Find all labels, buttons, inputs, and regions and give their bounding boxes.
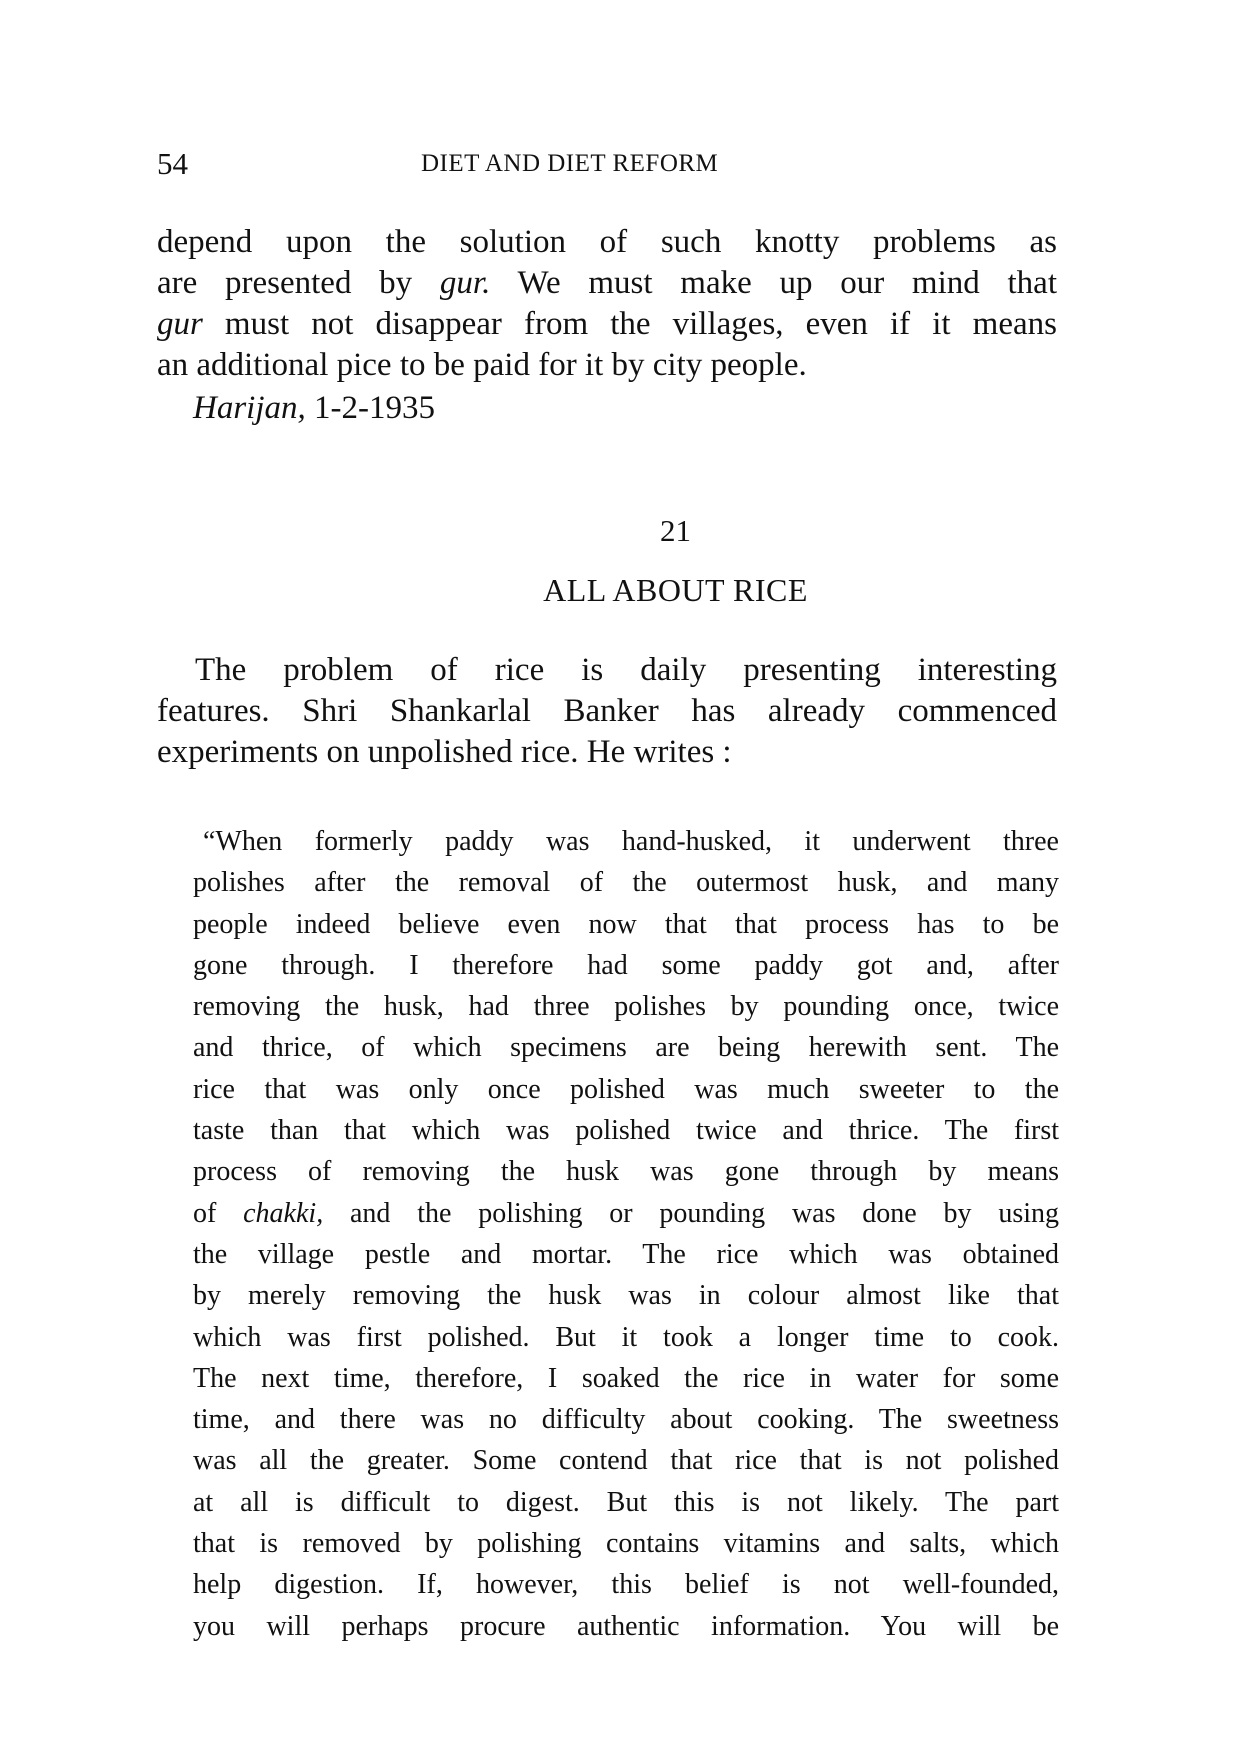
italic-term: gur. (439, 265, 491, 301)
text-line: gur must not disappear from the villages, even if it means (157, 306, 1057, 342)
quote-line: “When formerly paddy was hand-husked, it underwent three (203, 826, 1059, 857)
running-head (157, 146, 1077, 186)
text-line: depend upon the solution of such knotty problems as (157, 224, 1057, 260)
quote-line: time, and there was no difficulty about cooking. The sweetness (193, 1404, 1059, 1436)
italic-term: chakki, (243, 1197, 324, 1229)
quote-line: The next time, therefore, I soaked the rice in water for some (193, 1362, 1059, 1394)
continued-paragraph (157, 222, 1057, 386)
quote-line: process of removing the husk was gone through by means (193, 1156, 1059, 1188)
quote-line: that is removed by polishing contains vitamins and salts, which (193, 1528, 1059, 1560)
text-line: an additional pice to be paid for it by city people. (157, 347, 807, 383)
quote-line: by merely removing the husk was in colour almost like that (193, 1280, 1059, 1312)
citation-date: 1-2-1935 (314, 390, 435, 426)
quote-line: and thrice, of which specimens are being herewith sent. The (193, 1032, 1059, 1064)
page-number: 54 (157, 146, 188, 181)
intro-paragraph (157, 650, 1057, 773)
quote-line: people indeed believe even now that that process has to be (193, 908, 1059, 940)
text-line: are presented by gur. We must make up our mind that (157, 265, 1057, 301)
block-quote (193, 821, 1059, 1647)
quote-line: the village pestle and mortar. The rice which was obtained (193, 1238, 1059, 1270)
running-title: DIET AND DIET REFORM (421, 150, 719, 177)
text-line: features. Shri Shankarlal Banker has already commenced (157, 693, 1057, 729)
quote-line: help digestion. If, however, this belief is not well-founded, (193, 1569, 1059, 1601)
quote-line: rice that was only once polished was much sweeter to the (193, 1073, 1059, 1105)
quote-line: was all the greater. Some contend that rice that is not polished (193, 1445, 1059, 1477)
citation (193, 390, 435, 427)
text-line: experiments on unpolished rice. He writes : (157, 734, 732, 770)
quote-line: at all is difficult to digest. But this is not likely. The part (193, 1486, 1059, 1518)
italic-term: gur (157, 306, 203, 342)
text-line: The problem of rice is daily presenting interesting (195, 652, 1057, 688)
chapter-number: 21 (660, 513, 691, 548)
quote-line: taste than that which was polished twice and thrice. The first (193, 1115, 1059, 1147)
quote-line: which was first polished. But it took a longer time to cook. (193, 1321, 1059, 1353)
chapter-title: ALL ABOUT RICE (543, 572, 808, 608)
quote-line: gone through. I therefore had some paddy got and, after (193, 949, 1059, 981)
quote-line: removing the husk, had three polishes by pounding once, twice (193, 991, 1059, 1023)
quote-line: you will perhaps procure authentic information. You will be (193, 1610, 1059, 1642)
quote-line: polishes after the removal of the outermost husk, and many (193, 867, 1059, 899)
quote-line: of chakki, and the polishing or pounding was done by using (193, 1197, 1059, 1229)
citation-source: Harijan, (193, 390, 306, 426)
